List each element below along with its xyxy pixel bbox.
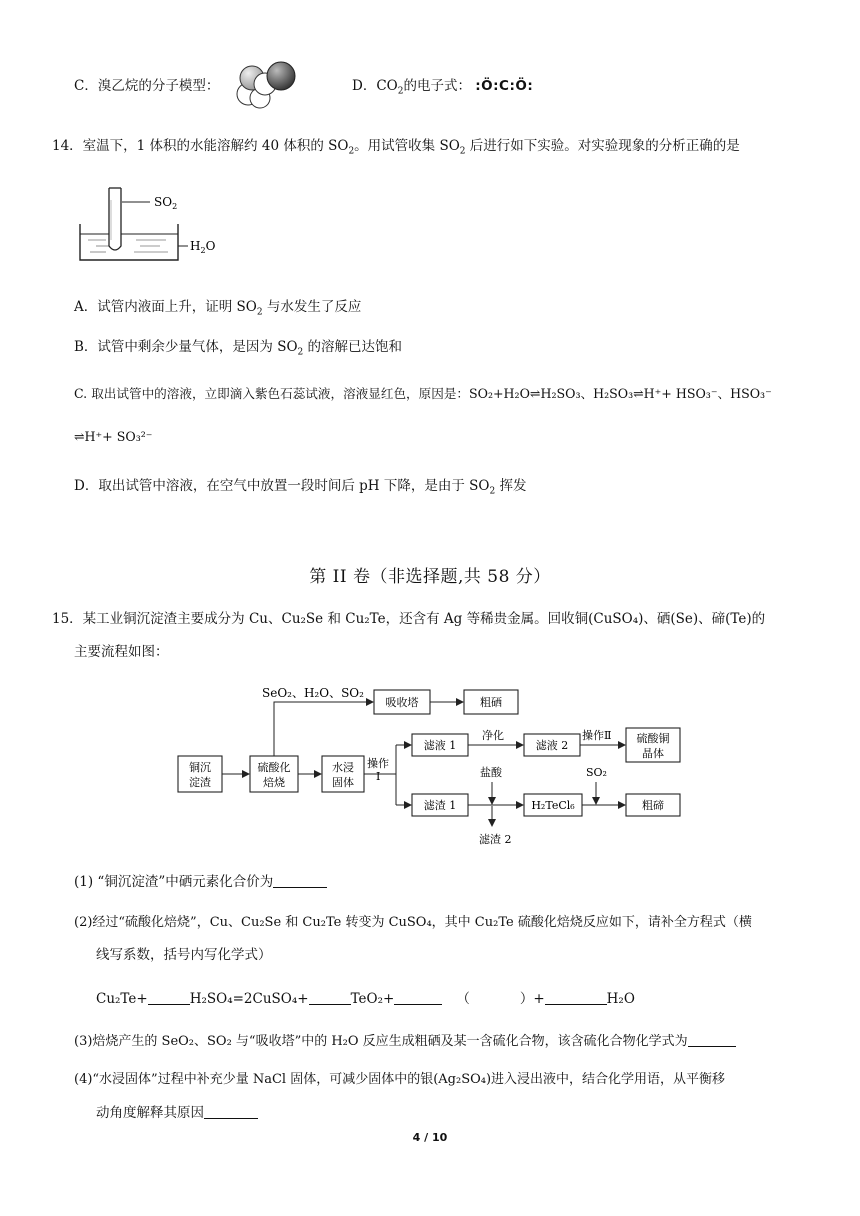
q15-flow-diagram xyxy=(170,680,710,852)
bromoethane-model-icon xyxy=(232,58,298,110)
answer-blank[interactable] xyxy=(204,1104,258,1119)
box-filtrate2 xyxy=(524,734,580,756)
so2-label: $SO_2$ xyxy=(154,195,178,211)
q13-option-d: D．$CO_2$的电子式： :Ö:C:Ö: xyxy=(352,78,534,97)
svg-text:淀渣: 淀渣 xyxy=(189,776,211,789)
q15-sub1: (1) “铜沉淀渣”中硒元素化合价为 xyxy=(74,873,327,891)
q14-option-b: B．试管中剩余少量气体，是因为 $SO_2$ 的溶解已达饱和 xyxy=(74,339,403,358)
svg-text:铜沉: 铜沉 xyxy=(189,761,211,774)
answer-blank[interactable] xyxy=(273,873,327,888)
q13-option-c xyxy=(74,77,219,95)
svg-text:焙烧: 焙烧 xyxy=(263,776,285,789)
box-h2tecl6 xyxy=(524,794,582,816)
q14-option-d: D．取出试管中溶液，在空气中放置一段时间后 pH 下降，是由于 $SO_2$ 挥发 xyxy=(74,478,527,497)
answer-blank[interactable] xyxy=(688,1032,736,1047)
q15-sub2-line1: (2)经过“硫酸化焙烧”，Cu、Cu₂Se 和 Cu₂Te 转变为 CuSO₄，其中 Cu₂Te 硫酸化焙烧反应如下，请补全方程式（横 xyxy=(74,915,752,930)
svg-text:滤液 1: 滤液 1 xyxy=(423,739,457,752)
q15-sub4-line2: 动角度解释其原因 xyxy=(96,1104,258,1122)
svg-text:H₂TeCl₆: H₂TeCl₆ xyxy=(531,799,575,812)
svg-text:滤渣 1: 滤渣 1 xyxy=(423,799,457,812)
q13-option-c-label: C．溴乙烷的分子模型： xyxy=(74,78,220,94)
coef-blank-3[interactable] xyxy=(394,990,442,1005)
box-residue1 xyxy=(412,794,468,816)
q15-sub4-line1: (4)“水浸固体”过程中补充少量 NaCl 固体，可减少固体中的银(Ag₂SO₄)进入浸出液中，结合化学用语，从平衡移 xyxy=(74,1072,726,1087)
box-crude-te xyxy=(626,794,680,816)
residue2-label: 滤渣 2 xyxy=(479,833,512,846)
flow-top-label: SeO₂、H₂O、SO₂ xyxy=(262,686,364,700)
q15-equation: Cu₂Te+ H₂SO₄=2CuSO₄+ TeO₂+ （ ）+ H₂O xyxy=(96,991,635,1007)
op1-label: 操作 xyxy=(367,757,389,770)
page-number: 4 / 10 xyxy=(412,1131,448,1144)
section-title: 第 II 卷（非选择题,共 58 分） xyxy=(309,567,551,587)
purify-label: 净化 xyxy=(482,729,504,742)
svg-text:固体: 固体 xyxy=(332,776,354,789)
so2-flow-label: SO₂ xyxy=(586,766,607,779)
svg-text:吸收塔: 吸收塔 xyxy=(385,696,419,709)
svg-text:硫酸化: 硫酸化 xyxy=(257,761,291,774)
q14-option-c-line1: C. 取出试管中的溶液，立即滴入紫色石蕊试液，溶液显红色，原因是：SO₂+H₂O⇌H₂SO₃、H₂SO₃⇌H⁺+ HSO₃⁻、HSO₃⁻ xyxy=(74,386,772,401)
box-cuso4-crystal xyxy=(626,728,680,762)
q14-option-a: A．试管内液面上升，证明 $SO_2$ 与水发生了反应 xyxy=(74,299,362,318)
svg-text:硫酸铜: 硫酸铜 xyxy=(636,732,670,745)
box-roast xyxy=(250,756,298,792)
q15-stem-line2: 主要流程如图： xyxy=(74,644,169,660)
q14-option-c-line2: ⇌H⁺+ SO₃²⁻ xyxy=(74,429,153,444)
svg-text:晶体: 晶体 xyxy=(642,747,664,760)
box-filtrate1 xyxy=(412,734,468,756)
coef-blank-1[interactable] xyxy=(148,990,190,1005)
q15-stem-line1: 15．某工业铜沉淀渣主要成分为 Cu、Cu₂Se 和 Cu₂Te，还含有 Ag 等稀贵金属。回收铜(CuSO₄)、硒(Se)、碲(Te)的 xyxy=(52,611,766,627)
q14-test-tube-figure xyxy=(76,180,216,266)
coef-blank-2[interactable] xyxy=(309,990,351,1005)
svg-text:滤液 2: 滤液 2 xyxy=(535,739,569,752)
q15-sub2-line2: 线写系数，括号内写化学式） xyxy=(96,947,272,963)
svg-text:Ⅰ: Ⅰ xyxy=(376,770,381,783)
q15-sub3: (3)焙烧产生的 SeO₂、SO₂ 与“吸收塔”中的 H₂O 反应生成粗硒及某一含硫化合物，该含硫化合物化学式为 xyxy=(74,1032,736,1051)
hcl-label: 盐酸 xyxy=(480,766,502,779)
co2-electron-formula: :Ö:C:Ö: xyxy=(475,78,534,94)
op2-label: 操作Ⅱ xyxy=(582,729,612,742)
box-slag xyxy=(178,756,222,792)
q14-stem: 14．室温下，1 体积的水能溶解约 40 体积的 $SO_2$。用试管收集 $SO_2$ 后进行如下实验。对实验现象的分析正确的是 xyxy=(52,138,740,157)
box-leach xyxy=(322,756,364,792)
svg-text:粗碲: 粗碲 xyxy=(642,799,664,812)
h2o-label: $H_2O$ xyxy=(190,239,216,255)
box-absorb xyxy=(374,690,430,714)
svg-text:粗硒: 粗硒 xyxy=(480,696,502,709)
box-crude-se xyxy=(464,690,518,714)
coef-blank-4[interactable] xyxy=(545,990,607,1005)
svg-text:水浸: 水浸 xyxy=(332,761,354,774)
